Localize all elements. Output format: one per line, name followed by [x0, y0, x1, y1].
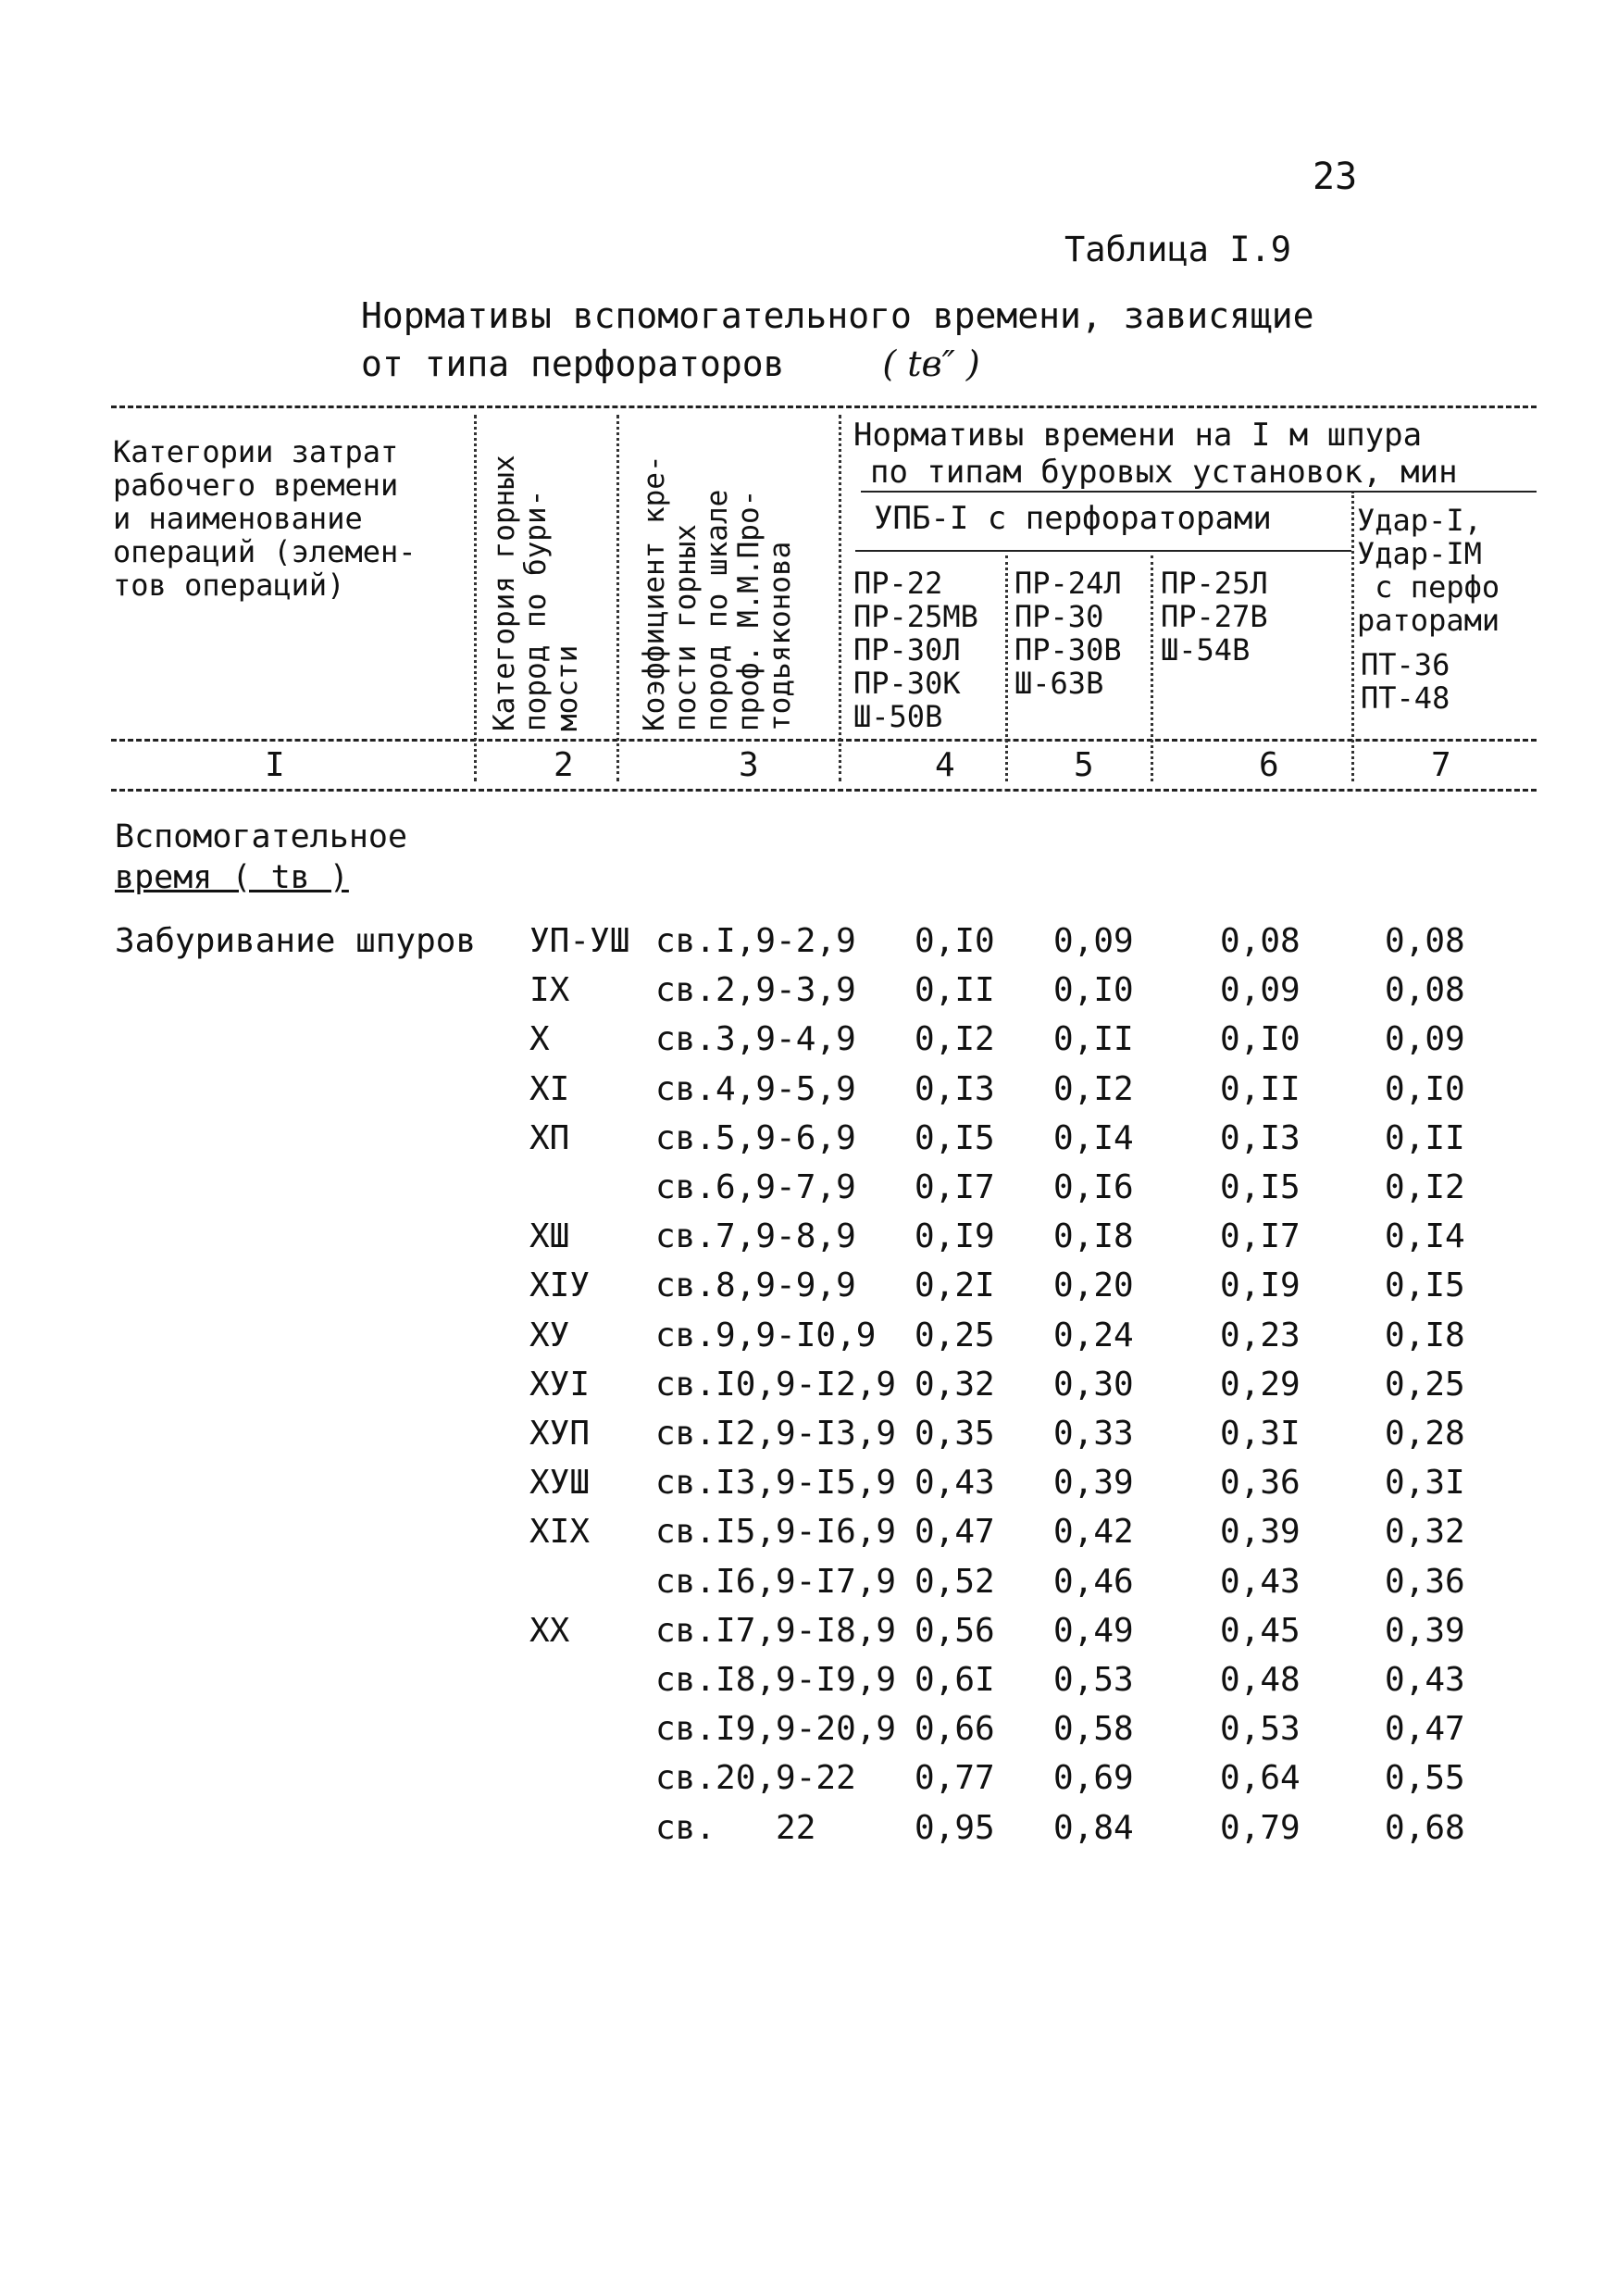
cell-category: XУI: [529, 1366, 591, 1404]
title-line-2: [361, 340, 1314, 388]
col-separator-2: [616, 415, 619, 781]
cell-col5: 0,I2: [1053, 1070, 1134, 1108]
cell-coefficient: св.I5,9-I6,9: [655, 1513, 897, 1551]
cell-col4: 0,6I: [915, 1661, 995, 1699]
cell-col4: 0,I2: [915, 1020, 995, 1058]
cell-col6: 0,36: [1220, 1464, 1301, 1502]
col-number-5: 5: [1074, 746, 1094, 784]
header-col6: ПР-25Л ПР-27В Ш-54В: [1161, 566, 1268, 668]
cell-coefficient: св. 22: [655, 1809, 816, 1847]
cell-col5: 0,I8: [1053, 1217, 1134, 1255]
section-title-line-1: Вспомогательное: [115, 818, 408, 855]
cell-col7: 0,36: [1385, 1563, 1465, 1601]
col-number-3: 3: [739, 746, 759, 784]
cell-col7: 0,I0: [1385, 1070, 1465, 1108]
cell-col5: 0,53: [1053, 1661, 1134, 1699]
cell-col7: 0,68: [1385, 1809, 1465, 1847]
col-number-4: 4: [935, 746, 955, 784]
cell-col6: 0,09: [1220, 971, 1301, 1009]
header-col1: Категории затрат рабочего времени и наименование операций (элемен- тов операций): [113, 434, 417, 603]
col-number-6: 6: [1259, 746, 1279, 784]
col-separator-3: [839, 415, 841, 781]
table-label: Таблица I.9: [1064, 230, 1292, 269]
header-col2: Категория горных пород по бури- мости: [488, 455, 584, 731]
header-group-subtitle: по типам буровых установок, мин: [870, 454, 1458, 491]
cell-col6: 0,I9: [1220, 1267, 1301, 1304]
header-top-rule: [111, 406, 1537, 408]
cell-col4: 0,47: [915, 1513, 995, 1551]
header-bottom-rule: [111, 789, 1537, 792]
cell-coefficient: св.8,9-9,9: [655, 1267, 856, 1304]
cell-category: УП-УШ: [529, 922, 630, 960]
cell-coefficient: св.20,9-22: [655, 1759, 856, 1797]
header-col5: ПР-24Л ПР-30 ПР-30В Ш-63В: [1014, 566, 1122, 701]
col-separator-1: [474, 415, 477, 781]
cell-coefficient: св.I0,9-I2,9: [655, 1366, 897, 1404]
cell-col6: 0,I0: [1220, 1020, 1301, 1058]
cell-category: XУШ: [529, 1464, 591, 1502]
cell-col7: 0,55: [1385, 1759, 1465, 1797]
title-symbol: ( tв″ ): [882, 343, 980, 384]
cell-col4: 0,I0: [915, 922, 995, 960]
cell-col4: 0,I9: [915, 1217, 995, 1255]
cell-category: IX: [529, 971, 570, 1009]
col-number-7: 7: [1431, 746, 1451, 784]
header-col7: ПТ-36 ПТ-48: [1361, 647, 1450, 716]
cell-col5: 0,20: [1053, 1267, 1134, 1304]
cell-col7: 0,I8: [1385, 1316, 1465, 1354]
cell-col6: 0,3I: [1220, 1415, 1301, 1453]
cell-col5: 0,33: [1053, 1415, 1134, 1453]
cell-col7: 0,I2: [1385, 1168, 1465, 1206]
cell-col4: 0,I7: [915, 1168, 995, 1206]
cell-col4: 0,95: [915, 1809, 995, 1847]
cell-col4: 0,77: [915, 1759, 995, 1797]
section-title-line-2: время ( tв ): [115, 859, 349, 896]
cell-coefficient: св.9,9-I0,9: [655, 1316, 877, 1354]
header-group-title: Нормативы времени на I м шпура: [853, 417, 1423, 454]
cell-coefficient: св.3,9-4,9: [655, 1020, 856, 1058]
title-line-1: Нормативы вспомогательного времени, зависящие: [361, 295, 1314, 336]
cell-col7: 0,08: [1385, 922, 1465, 960]
cell-category: XIX: [529, 1513, 591, 1551]
cell-col6: 0,45: [1220, 1612, 1301, 1650]
cell-col6: 0,II: [1220, 1070, 1301, 1108]
col-separator-6: [1351, 491, 1354, 781]
cell-coefficient: св.4,9-5,9: [655, 1070, 856, 1108]
cell-col6: 0,08: [1220, 922, 1301, 960]
cell-coefficient: св.I7,9-I8,9: [655, 1612, 897, 1650]
col-separator-5: [1151, 555, 1153, 781]
cell-col5: 0,I6: [1053, 1168, 1134, 1206]
cell-coefficient: св.6,9-7,9: [655, 1168, 856, 1206]
cell-col6: 0,I5: [1220, 1168, 1301, 1206]
cell-col5: 0,84: [1053, 1809, 1134, 1847]
cell-category: XI: [529, 1070, 570, 1108]
cell-col4: 0,II: [915, 971, 995, 1009]
cell-col5: 0,39: [1053, 1464, 1134, 1502]
table-title: [361, 292, 1314, 388]
cell-coefficient: св.5,9-6,9: [655, 1119, 856, 1157]
cell-col5: 0,II: [1053, 1020, 1134, 1058]
header-col3: Коэффициент кре- пости горных пород по шкале проф. М.М.Про- тодьяконова: [638, 455, 797, 731]
cell-col6: 0,29: [1220, 1366, 1301, 1404]
col-separator-4: [1005, 555, 1008, 781]
cell-col4: 0,56: [915, 1612, 995, 1650]
operation-name: Забуривание шпуров: [115, 922, 477, 960]
cell-col4: 0,35: [915, 1415, 995, 1453]
cell-col7: 0,47: [1385, 1710, 1465, 1748]
cell-coefficient: св.7,9-8,9: [655, 1217, 856, 1255]
cell-col7: 0,43: [1385, 1661, 1465, 1699]
header-udar: Удар-I, Удар-IM с перфо раторами: [1357, 503, 1500, 638]
cell-coefficient: св.I3,9-I5,9: [655, 1464, 897, 1502]
cell-col6: 0,48: [1220, 1661, 1301, 1699]
col-number-1: I: [265, 746, 285, 784]
col-number-2: 2: [554, 746, 574, 784]
cell-col7: 0,3I: [1385, 1464, 1465, 1502]
title-line-2-text: от типа перфораторов: [361, 343, 785, 384]
cell-col4: 0,2I: [915, 1267, 995, 1304]
header-upb: УПБ-I с перфораторами: [874, 500, 1272, 537]
cell-coefficient: св.2,9-3,9: [655, 971, 856, 1009]
cell-col7: 0,39: [1385, 1612, 1465, 1650]
cell-col5: 0,09: [1053, 922, 1134, 960]
cell-col4: 0,52: [915, 1563, 995, 1601]
cell-col4: 0,32: [915, 1366, 995, 1404]
cell-col5: 0,58: [1053, 1710, 1134, 1748]
cell-col7: 0,I4: [1385, 1217, 1465, 1255]
section-title: [115, 817, 407, 898]
cell-col6: 0,43: [1220, 1563, 1301, 1601]
cell-col6: 0,23: [1220, 1316, 1301, 1354]
cell-col4: 0,25: [915, 1316, 995, 1354]
cell-col4: 0,I5: [915, 1119, 995, 1157]
cell-col5: 0,49: [1053, 1612, 1134, 1650]
cell-col4: 0,I3: [915, 1070, 995, 1108]
cell-col6: 0,79: [1220, 1809, 1301, 1847]
cell-category: XУ: [529, 1316, 570, 1354]
cell-coefficient: св.I8,9-I9,9: [655, 1661, 897, 1699]
cell-col6: 0,I7: [1220, 1217, 1301, 1255]
cell-col5: 0,I4: [1053, 1119, 1134, 1157]
cell-col6: 0,64: [1220, 1759, 1301, 1797]
cell-col5: 0,24: [1053, 1316, 1134, 1354]
cell-col4: 0,43: [915, 1464, 995, 1502]
cell-category: XIУ: [529, 1267, 591, 1304]
cell-category: XШ: [529, 1217, 570, 1255]
cell-coefficient: св.I9,9-20,9: [655, 1710, 897, 1748]
cell-col6: 0,39: [1220, 1513, 1301, 1551]
cell-category: XУП: [529, 1415, 591, 1453]
header-col4: ПР-22 ПР-25МВ ПР-30Л ПР-30К Ш-50В: [853, 566, 978, 734]
cell-col6: 0,53: [1220, 1710, 1301, 1748]
cell-col7: 0,II: [1385, 1119, 1465, 1157]
cell-coefficient: св.I2,9-I3,9: [655, 1415, 897, 1453]
cell-coefficient: св.I,9-2,9: [655, 922, 856, 960]
cell-col7: 0,08: [1385, 971, 1465, 1009]
cell-col7: 0,09: [1385, 1020, 1465, 1058]
cell-col7: 0,25: [1385, 1366, 1465, 1404]
header-mid-rule: [111, 739, 1537, 742]
cell-col5: 0,46: [1053, 1563, 1134, 1601]
cell-col5: 0,30: [1053, 1366, 1134, 1404]
cell-col4: 0,66: [915, 1710, 995, 1748]
cell-col5: 0,42: [1053, 1513, 1134, 1551]
cell-coefficient: св.I6,9-I7,9: [655, 1563, 897, 1601]
cell-col7: 0,32: [1385, 1513, 1465, 1551]
cell-col5: 0,69: [1053, 1759, 1134, 1797]
group-subtitle-underline: [861, 491, 1537, 493]
cell-category: X: [529, 1020, 550, 1058]
cell-col7: 0,I5: [1385, 1267, 1465, 1304]
cell-col6: 0,I3: [1220, 1119, 1301, 1157]
cell-col7: 0,28: [1385, 1415, 1465, 1453]
upb-underline: [855, 550, 1351, 552]
cell-category: XX: [529, 1612, 570, 1650]
page-number: 23: [1313, 156, 1358, 198]
cell-category: XП: [529, 1119, 570, 1157]
cell-col5: 0,I0: [1053, 971, 1134, 1009]
